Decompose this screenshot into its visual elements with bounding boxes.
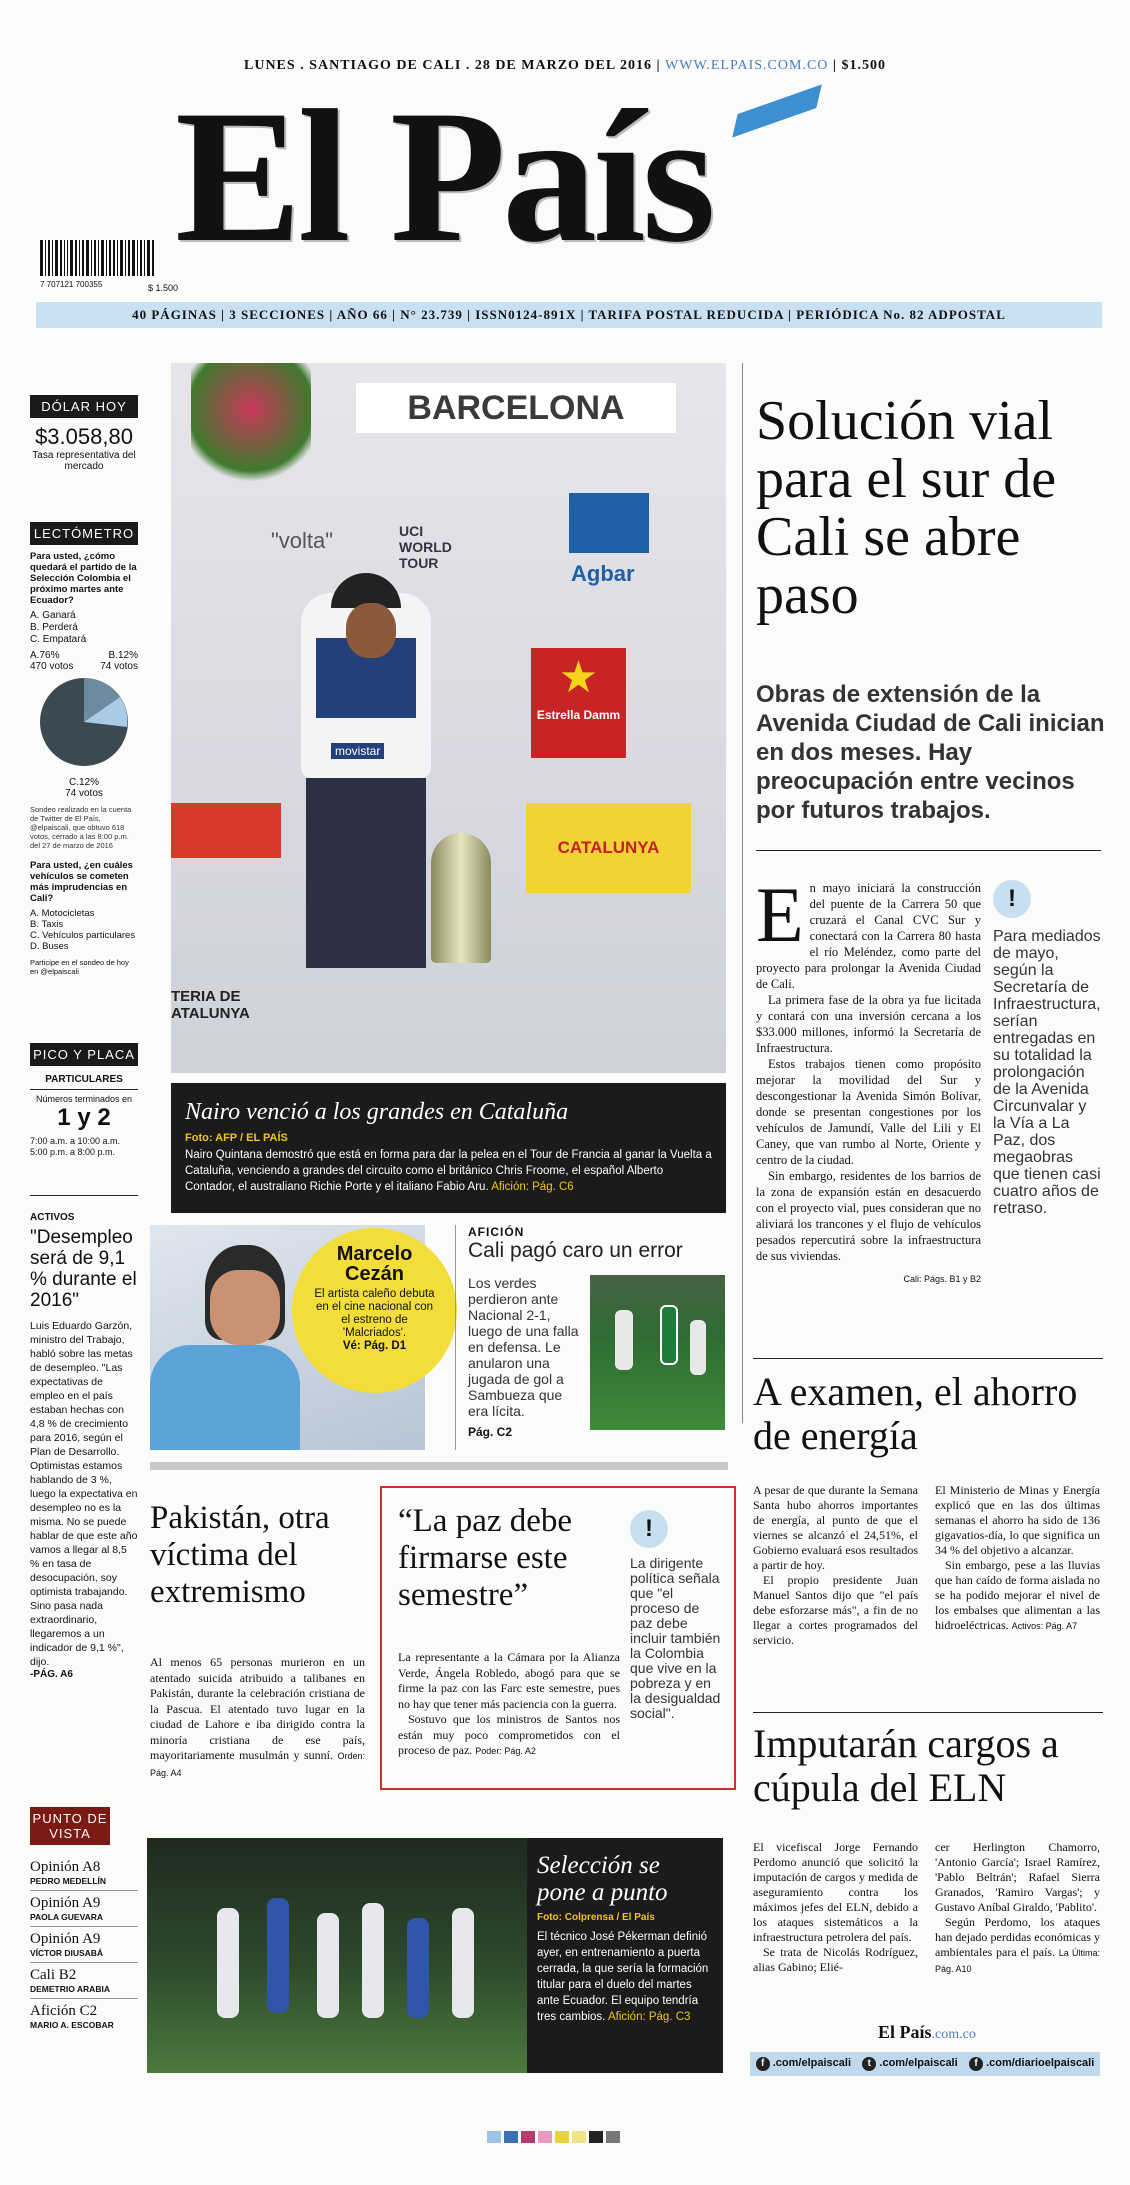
main-headline[interactable]: Solución vial para el sur de Cali se abre paso	[756, 390, 1057, 626]
main-ref[interactable]: Cali: Págs. B1 y B2	[903, 1274, 981, 1284]
soccer-photo[interactable]	[590, 1275, 725, 1430]
pico-placa-box	[30, 1043, 138, 1158]
masthead-logo: El País	[175, 72, 712, 282]
punto-label: PUNTO DE VISTA	[30, 1807, 110, 1845]
lecto-a-pct: A.76%	[30, 650, 60, 661]
lecto-pie-chart	[30, 672, 138, 772]
lecto-b-pct: B.12%	[108, 650, 138, 661]
trophy-image	[431, 833, 491, 963]
seleccion-caption: Selección se pone a punto Foto: Colprensa / El País El técnico José Pékerman definió ayer, en entrenamiento a puerta cerrada, la que sería la formación titular para el duelo del martes ante Ecuador. El equipo tendría tres cambios. Afición: Pág. C3	[527, 1838, 723, 2073]
eln-col1: El vicefiscal Jorge Fernando Perdomo anunció que solicitó la imputación de cargos y medida de aseguramiento contra los máximos jefes del ELN, debido a los ataques sistemáticos a la infraestructura petrolera del país. Se trata de Nicolás Rodríguez, alias Gabino; Elié-	[753, 1840, 918, 1974]
eln-col2: cer Herlington Chamorro, 'Antonio García'; Israel Ramírez, 'Pablo Beltrán'; Rafael Sierra Granados, 'Ramiro Vargas'; y Gustavo Aníbal Giraldo, 'Pablito'. Según Perdomo, los ataques han dejado perdidas económicas y ambientales para el país. La Última: Pág. A10	[935, 1840, 1101, 1974]
lecto-a-votes: 470 votos	[30, 661, 74, 672]
pakistan-ref[interactable]: Orden: Pág. A4	[150, 1751, 365, 1778]
alert-icon: !	[630, 1510, 668, 1548]
agbar-logo: Agbar	[571, 561, 635, 586]
small-price: $ 1.500	[148, 283, 179, 293]
price-text: | $1.500	[832, 58, 886, 73]
facebook-link[interactable]: f .com/elpaiscali	[756, 2057, 851, 2071]
seleccion-headline[interactable]: Selección se pone a punto	[537, 1852, 668, 1906]
paz-body: La representante a la Cámara por la Alianza Verde, Ángela Robledo, abogó para que se firme la paz con las Farc este semestre, pues no hay que tener más paciencia con la guerra. Sostuvo que los ministros de Santos nos están muy poco comprometidos con el proceso de paz. Poder: Pág. A2	[398, 1650, 620, 1757]
date-text: LUNES . SANTIAGO DE CALI . 28 DE MARZO DEL 2016 |	[244, 58, 661, 73]
cyclist-jersey: movistar	[301, 593, 431, 778]
barcelona-banner: BARCELONA	[356, 383, 676, 433]
info-bar: 40 PÁGINAS | 3 SECCIONES | AÑO 66 | N° 23.739 | ISSN0124-891X | TARIFA POSTAL REDUCIDA | PERIÓDICA No. 82 ADPOSTAL	[36, 302, 1102, 328]
aficion-headline[interactable]: Cali pagó caro un error	[468, 1239, 683, 1262]
print-color-bar	[487, 2131, 620, 2143]
main-body-p3: Estos trabajos tienen como propósito mejorar la movilidad del Sur y descongestionar la Avenida Simón Bolívar, donde se presentan congestiones por los vehículos de Jamundí, Valle del Lili y El Caney, que van rumbo al Norte, Oriente y centro de la ciudad.	[756, 1057, 981, 1167]
lectometro-box	[30, 522, 138, 976]
dolar-value: $3.058,80	[35, 424, 133, 449]
activos-body: Luis Eduardo Garzón, ministro del Trabajo, habló sobre las metas de desempleo. "Las expectativas de empleo en el país estaban hechas con 4,8 % de crecimiento para 2016, según el Plan de Desarrollo. Optimistas estamos hablando de 3 %, luego la expectativa en desempleo no es la misma. No se puede hablar de que este año vamos a llegar al 8,5 % en tasa de desocupación, soy optimista trabajando. Sino pasa nada extraordinario, llegaremos a un indicador de 9,1 %", dijo.	[30, 1320, 138, 1668]
opinion-item[interactable]: Opinión A9 PAOLA GUEVARA	[30, 1891, 138, 1927]
pakistan-body: Al menos 65 personas murieron en un atentado suicida atribuido a talibanes en Pakistán, durante la celebración cristiana de la Pascua. El atentado tuvo lugar en la ciudad de Lahore e iba dirigido contra la minoría cristiana de ese país, mayoritariamente musulmán y sunní. Orden: Pág. A4	[150, 1655, 365, 1778]
agbar-icon	[569, 493, 649, 553]
facebook-icon: f	[756, 2057, 770, 2071]
facebook-page-link[interactable]: f .com/diarioelpaiscali	[969, 2057, 1094, 2071]
cezan-text: El artista caleño debuta en el cine nacional con el estreno de 'Malcriados'.	[314, 1288, 435, 1339]
elc-logo	[171, 803, 281, 858]
lecto2-option-d: D. Buses	[30, 941, 69, 952]
activos-box	[30, 1212, 138, 1680]
teria-logo: TERIA DE ATALUNYA	[171, 988, 250, 1022]
pico-sub: PARTICULARES	[45, 1074, 123, 1085]
paz-ref[interactable]: Poder: Pág. A2	[475, 1746, 536, 1756]
lead-photo-caption-text: Nairo Quintana demostró que está en forma para dar la pelea en el Tour de Francia al ganar la Vuelta a Cataluña, venciendo a grandes del circuito como el británico Chris Froome, el español Alberto Contador, el australiano Richie Porte y el italiano Fabio Aru.	[185, 1149, 712, 1193]
aficion-body: Los verdes perdieron ante Nacional 2-1, luego de una falla en defensa. Le anularon una jugada de gol a Sambueza que era lícita.	[468, 1275, 579, 1419]
lead-photo-headline[interactable]: Nairo venció a los grandes en Cataluña	[185, 1099, 569, 1125]
seleccion-ref[interactable]: Afición: Pág. C3	[607, 2011, 691, 2023]
energia-col1: A pesar de que durante la Semana Santa hubo ahorros importantes de energía, al punto de que el viernes se alcanzó el 24,51%, el Gobierno evaluará esos resultados a partir de hoy. El propio presidente Juan Manuel Santos dijo que "el país debe esforzarse más", a fin de no llegar a cortes programados del servicio.	[753, 1483, 918, 1647]
opinion-item[interactable]: Afición C2 MARIO A. ESCOBAR	[30, 2003, 114, 2030]
cezan-badge[interactable]	[292, 1228, 457, 1393]
main-dek: Obras de extensión de la Avenida Ciudad de Cali inician en dos meses. Hay preocupación entre vecinos por futuros trabajos.	[756, 681, 1105, 824]
catalunya-logo: CATALUNYA	[526, 803, 691, 893]
seleccion-credit: Foto: Colprensa / El País	[537, 1912, 655, 1923]
lectometro-label: LECTÓMETRO	[30, 522, 138, 545]
energia-headline[interactable]: A examen, el ahorro de energía	[753, 1369, 1078, 1458]
opinion-item[interactable]: Opinión A9 VÍCTOR DIUSABÁ	[30, 1927, 138, 1963]
pico-hours: 7:00 a.m. a 10:00 a.m. 5:00 p.m. a 8:00 p.m.	[30, 1136, 121, 1157]
paz-headline[interactable]: “La paz debe firmarse este semestre”	[398, 1503, 573, 1613]
pico-numbers: 1 y 2	[57, 1104, 111, 1131]
aficion-label: AFICIÓN	[468, 1225, 525, 1239]
lecto-c-pct: C.12%	[68, 777, 99, 788]
lead-photo-credit: Foto: AFP / EL PAÍS	[185, 1132, 288, 1144]
pico-desc: Números terminados en	[35, 1094, 133, 1104]
barcode	[40, 240, 170, 280]
lead-photo-caption	[171, 1083, 726, 1213]
punto-vista-box	[30, 1807, 138, 2034]
lecto-participe: Participe en el sondeo de hoy en @elpaiscali	[30, 958, 129, 976]
lead-photo-ref[interactable]: Afición: Pág. C6	[491, 1181, 574, 1193]
main-side-text: Para mediados de mayo, según la Secretaría de Infraestructura, serían entregadas en su totalidad la prolongación de la Avenida Circunvalar y la Vía a La Paz, dos megaobras que tienen casi cuatro años de retraso.	[993, 928, 1101, 1217]
opinion-item[interactable]: Opinión A8 PEDRO MEDELLÍN	[30, 1855, 138, 1891]
activos-quote: "Desempleo será de 9,1 % durante el 2016"	[30, 1227, 137, 1311]
lecto-option-c: C. Empatará	[30, 634, 87, 645]
dolar-label: DÓLAR HOY	[30, 395, 138, 418]
lecto-c-votes: 74 votos	[65, 788, 103, 799]
lecto2-option-b: B. Taxis	[30, 919, 64, 930]
lecto-b-votes: 74 votos	[100, 661, 138, 672]
cezan-name: Marcelo Cezán	[336, 1243, 413, 1285]
lecto-option-b: B. Perderá	[30, 622, 78, 633]
lecto-question-2: Para usted, ¿en cuáles vehículos se cometen más imprudencias en Cali?	[30, 860, 133, 904]
eln-ref[interactable]: La Última: Pág. A10	[935, 1948, 1101, 1974]
drop-cap: E	[756, 871, 804, 958]
energia-ref[interactable]: Activos: Pág. A7	[1011, 1621, 1078, 1631]
cyclist-face	[346, 603, 396, 658]
energia-col2: El Ministerio de Minas y Energía explicó que en las dos últimas semanas el ahorro ha sido de 136 gigavatios-día, lo que significa un 34 % del objetivo a alcanzar. Sin embargo, pese a las lluvias que han caído de forma aislada no se ha podido mejorar el nivel de los embalses que alimentan a las hidroeléctricas. Activos: Pág. A7	[935, 1483, 1100, 1632]
social-links	[750, 2052, 1100, 2076]
uci-logo: UCI WORLD TOUR	[399, 523, 452, 571]
main-body-p1: n mayo iniciará la construcción del puente de la Carrera 50 que cruzará el Canal CVC Sur y conectará con la Carrera 80 hasta el río Meléndez, como parte del proyecto para prolongar la Avenida Ciudad de Cali.	[756, 881, 981, 991]
cezan-ref: Vé: Pág. D1	[342, 1340, 407, 1352]
dolar-box	[30, 395, 138, 472]
activos-label: ACTIVOS	[30, 1212, 75, 1223]
main-body-p4: Sin embargo, residentes de los barrios de la zona de expansión están en desacuerdo con el proyecto vial, pues consideran que no aliviará los trancones y el flujo de vehículos pesados repercutirá sobre la infraestructura de sus viviendas.	[756, 1169, 981, 1263]
activos-ref: -PÁG. A6	[30, 1669, 73, 1680]
barcode-number: 7 707121 700355	[40, 280, 103, 289]
flower-bouquet	[191, 363, 311, 493]
dolar-note: Tasa representativa del mercado	[32, 450, 136, 472]
twitter-link[interactable]: t .com/elpaiscali	[862, 2057, 957, 2071]
estrella-logo: ★ Estrella Damm	[531, 648, 626, 758]
seleccion-photo[interactable]	[147, 1838, 527, 2073]
lead-photo[interactable]	[171, 363, 726, 1073]
pakistan-headline[interactable]: Pakistán, otra víctima del extremismo	[150, 1500, 330, 1610]
eln-headline[interactable]: Imputarán cargos a cúpula del ELN	[753, 1721, 1059, 1810]
accent-mark-icon	[732, 84, 822, 137]
pico-label: PICO Y PLACA	[30, 1043, 138, 1066]
site-url-link[interactable]: WWW.ELPAIS.COM.CO	[665, 58, 829, 73]
lecto-note: Sondeo realizado en la cuenta de Twitter de El País, @elpaiscali, que obtuvo 618 votos, cerrado a las 8:00 p.m. del 27 de marzo de 2016	[30, 805, 132, 850]
lecto2-option-a: A. Motocicletas	[30, 908, 95, 919]
lecto2-option-c: C. Vehículos particulares	[30, 930, 136, 941]
alert-icon: !	[993, 880, 1031, 918]
paz-sidebar: ! La dirigente política señala que "el proceso de paz debe incluir también la Colombia que vive en la pobreza y en la desigualdad social".	[630, 1510, 725, 1721]
facebook-icon: f	[969, 2057, 983, 2071]
footer-brand: El País.com.co	[878, 2022, 976, 2042]
main-sidebar	[993, 880, 1103, 1217]
main-body	[756, 871, 981, 1284]
opinion-item[interactable]: Cali B2 DEMETRIO ARABIA	[30, 1963, 138, 1999]
twitter-icon: t	[862, 2057, 876, 2071]
aficion-ref[interactable]: Pág. C2	[468, 1425, 513, 1439]
lectometro-question: Para usted, ¿cómo quedará el partido de la Selección Colombia el próximo martes ante Ecuador?	[30, 551, 137, 606]
cyclist-legs	[306, 778, 426, 968]
main-body-p2: La primera fase de la obra ya fue licitada y contará con una inversión cercana a los $33.000 millones, informó la Secretaría de Infraestructura.	[756, 993, 981, 1055]
lecto-option-a: A. Ganará	[30, 610, 76, 621]
volta-logo: "volta"	[271, 528, 334, 553]
